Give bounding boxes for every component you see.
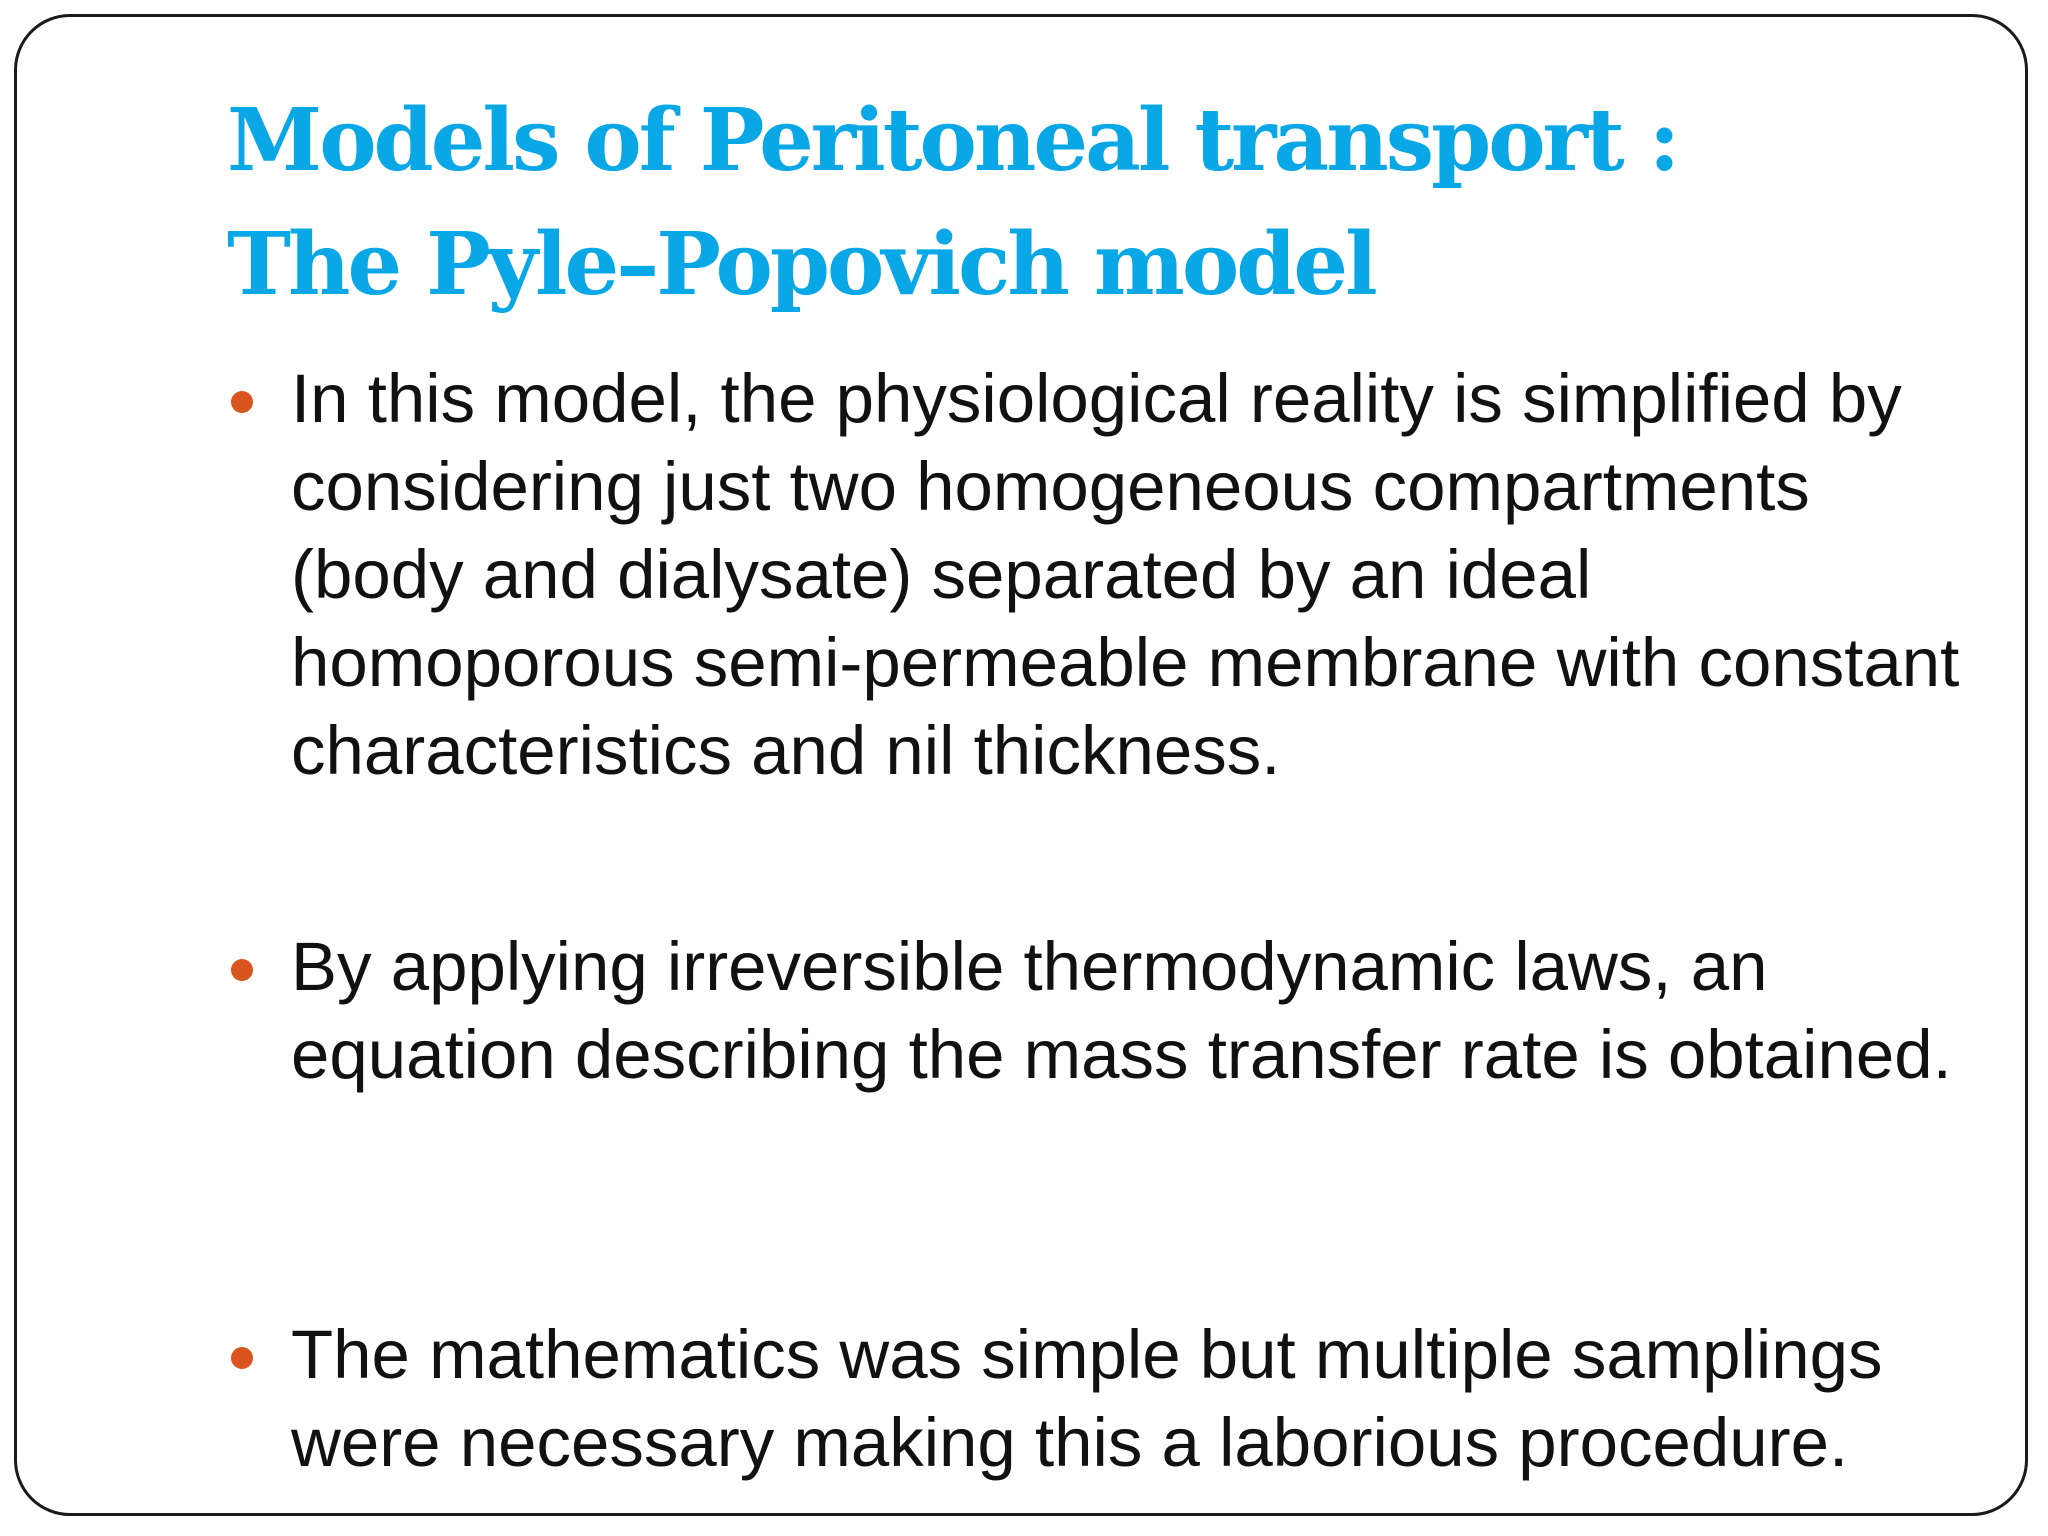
bullet-dot-icon — [231, 959, 253, 981]
bullet-text: By applying irreversible thermodynamic laws, an equation describing the mass transfer rate is obtained. — [291, 928, 1952, 1093]
slide-title-line-2: The Pyle–Popovich model — [227, 214, 1375, 315]
slide-title-line-1: Models of Peritoneal transport : — [227, 90, 1678, 191]
slide-frame — [14, 14, 2028, 1516]
bullet-dot-icon — [231, 1347, 253, 1369]
bullet-text: In this model, the physiological reality is simplified by considering just two homogeneous compartments (body and dialysate) separated by an ideal homoporous semi-permeable membrane with constant characteristics and nil thickness. — [291, 360, 1960, 789]
bullet-list — [17, 17, 2025, 1513]
bullet-dot-icon — [231, 391, 253, 413]
bullet-text: The mathematics was simple but multiple samplings were necessary making this a laborious procedure. — [291, 1316, 1883, 1481]
